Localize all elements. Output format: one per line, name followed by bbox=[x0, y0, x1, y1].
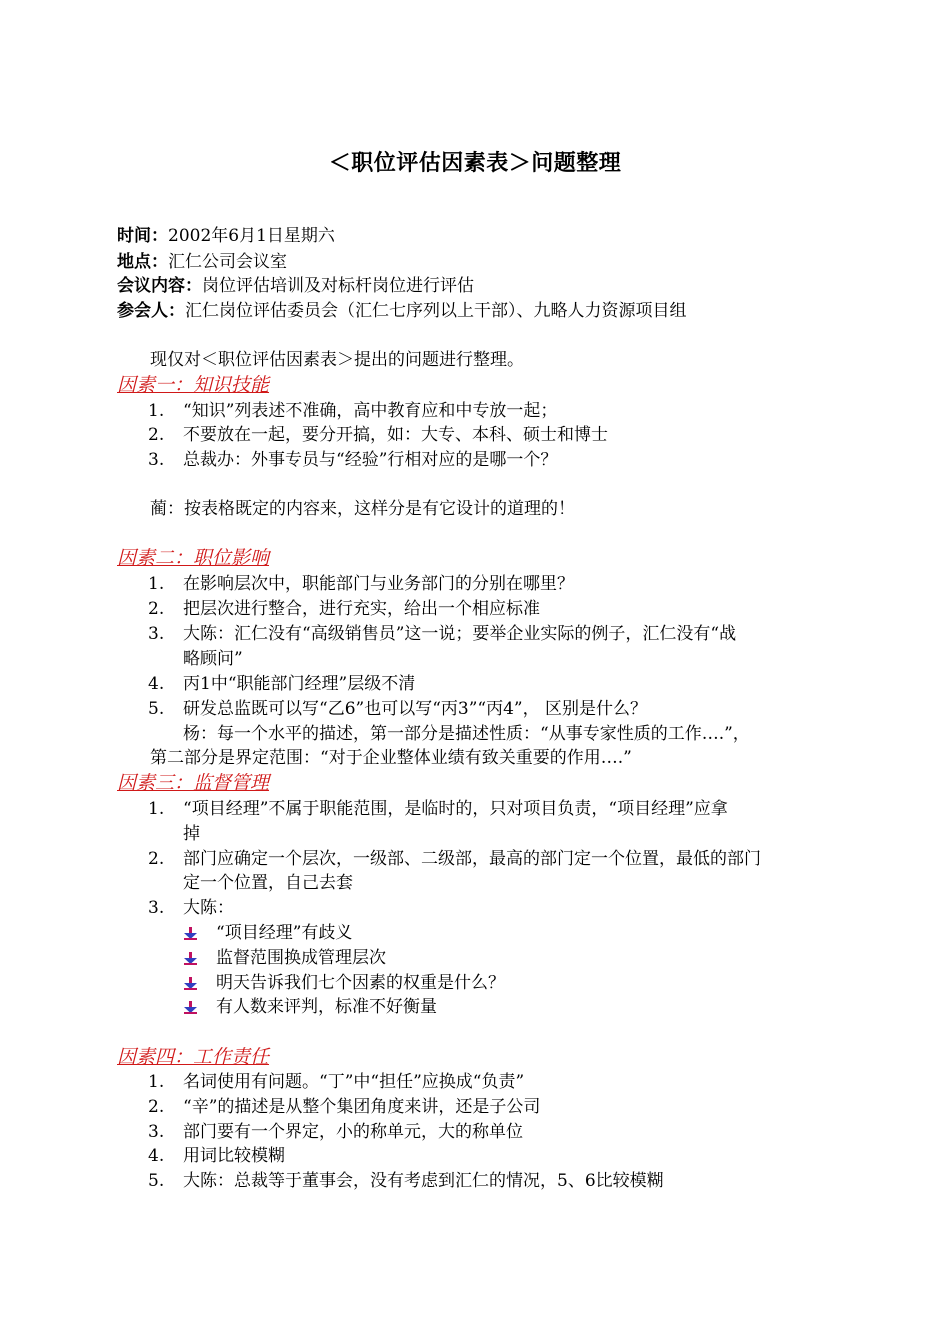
item-text: 大陈：汇仁没有“高级销售员”这一说；要举企业实际的例子，汇仁没有“战 bbox=[183, 624, 737, 644]
item-number: 1. bbox=[148, 799, 165, 819]
item-number: 1. bbox=[148, 401, 165, 421]
item-text: 不要放在一起，要分开搞，如：大专、本科、硕士和博士 bbox=[183, 425, 608, 445]
item-text: 部门应确定一个层次，一级部、二级部，最高的部门定一个位置，最低的部门 bbox=[183, 849, 761, 869]
meta-place-value: 汇仁公司会议室 bbox=[168, 252, 287, 272]
item-text: 大陈： bbox=[183, 898, 234, 918]
section-heading: 因素四：工作责任 bbox=[117, 1046, 270, 1068]
item-text: 大陈：总裁等于董事会，没有考虑到汇仁的情况，5、6比较模糊 bbox=[183, 1171, 664, 1191]
item-text: “项目经理”不属于职能范围，是临时的，只对项目负责，“项目经理”应拿 bbox=[183, 799, 728, 819]
item-text: 总裁办：外事专员与“经验”行相对应的是哪一个？ bbox=[183, 450, 558, 470]
meta-content-value: 岗位评估培训及对标杆岗位进行评估 bbox=[202, 276, 474, 296]
item-number: 3. bbox=[148, 1122, 165, 1142]
meta-attendees bbox=[117, 299, 687, 323]
section-heading: 因素三：监督管理 bbox=[117, 772, 270, 794]
item-number: 5. bbox=[148, 699, 165, 719]
meta-time-value: 2002年6月1日星期六 bbox=[168, 226, 335, 246]
item-text: 把层次进行整合，进行充实，给出一个相应标准 bbox=[183, 599, 540, 619]
item-number: 3. bbox=[148, 898, 165, 918]
item-text: 部门要有一个界定，小的称单元，大的称单位 bbox=[183, 1122, 523, 1142]
section-note: 蔺：按表格既定的内容来，这样分是有它设计的道理的！ bbox=[150, 499, 575, 519]
item-number: 2. bbox=[148, 849, 165, 869]
section-heading: 因素二：职位影响 bbox=[117, 547, 270, 569]
meta-attendees-label: 参会人： bbox=[117, 301, 185, 321]
item-number: 1. bbox=[148, 1072, 165, 1092]
section-note: 杨：每一个水平的描述，第一部分是描述性质：“从事专家性质的工作….”， bbox=[183, 724, 750, 744]
intro-text: 现仅对＜职位评估因素表＞提出的问题进行整理。 bbox=[150, 350, 524, 370]
item-text-continuation: 定一个位置，自己去套 bbox=[183, 873, 353, 893]
item-text: 在影响层次中，职能部门与业务部门的分别在哪里？ bbox=[183, 574, 574, 594]
item-text-continuation: 掉 bbox=[183, 824, 200, 844]
item-number: 3. bbox=[148, 624, 165, 644]
item-number: 1. bbox=[148, 574, 165, 594]
meta-place bbox=[117, 250, 287, 274]
meta-attendees-value: 汇仁岗位评估委员会（汇仁七序列以上干部）、九略人力资源项目组 bbox=[185, 301, 687, 321]
item-text: “辛”的描述是从整个集团角度来讲，还是子公司 bbox=[183, 1097, 541, 1117]
item-text: 名词使用有问题。“丁”中“担任”应换成“负责” bbox=[183, 1072, 525, 1092]
bullet-text: 有人数来评判，标准不好衡量 bbox=[216, 997, 437, 1017]
item-number: 4. bbox=[148, 1146, 165, 1166]
arrow-down-bullet-icon bbox=[184, 977, 197, 990]
section-note: 第二部分是界定范围：“对于企业整体业绩有致关重要的作用….” bbox=[150, 748, 632, 768]
item-number: 2. bbox=[148, 1097, 165, 1117]
item-text-continuation: 略顾问” bbox=[183, 649, 243, 669]
item-text: 用词比较模糊 bbox=[183, 1146, 285, 1166]
item-number: 2. bbox=[148, 599, 165, 619]
meta-time-label: 时间： bbox=[117, 226, 168, 246]
section-heading: 因素一：知识技能 bbox=[117, 374, 270, 396]
meta-place-label: 地点： bbox=[117, 252, 168, 272]
arrow-down-bullet-icon bbox=[184, 927, 197, 940]
item-text: 研发总监既可以写“乙6”也可以写“丙3”“丙4”， 区别是什么？ bbox=[183, 699, 647, 719]
meta-content-label: 会议内容： bbox=[117, 276, 202, 296]
arrow-down-bullet-icon bbox=[184, 1001, 197, 1014]
meta-time bbox=[117, 224, 335, 248]
arrow-down-bullet-icon bbox=[184, 952, 197, 965]
bullet-text: 监督范围换成管理层次 bbox=[216, 948, 386, 968]
item-number: 2. bbox=[148, 425, 165, 445]
item-number: 5. bbox=[148, 1171, 165, 1191]
item-text: 丙1中“职能部门经理”层级不清 bbox=[183, 674, 416, 694]
item-text: “知识”列表述不准确，高中教育应和中专放一起； bbox=[183, 401, 558, 421]
item-number: 4. bbox=[148, 674, 165, 694]
bullet-text: “项目经理”有歧义 bbox=[216, 923, 353, 943]
document-title: ＜职位评估因素表＞问题整理 bbox=[328, 150, 622, 176]
meta-content bbox=[117, 274, 474, 298]
item-number: 3. bbox=[148, 450, 165, 470]
bullet-text: 明天告诉我们七个因素的权重是什么？ bbox=[216, 973, 505, 993]
